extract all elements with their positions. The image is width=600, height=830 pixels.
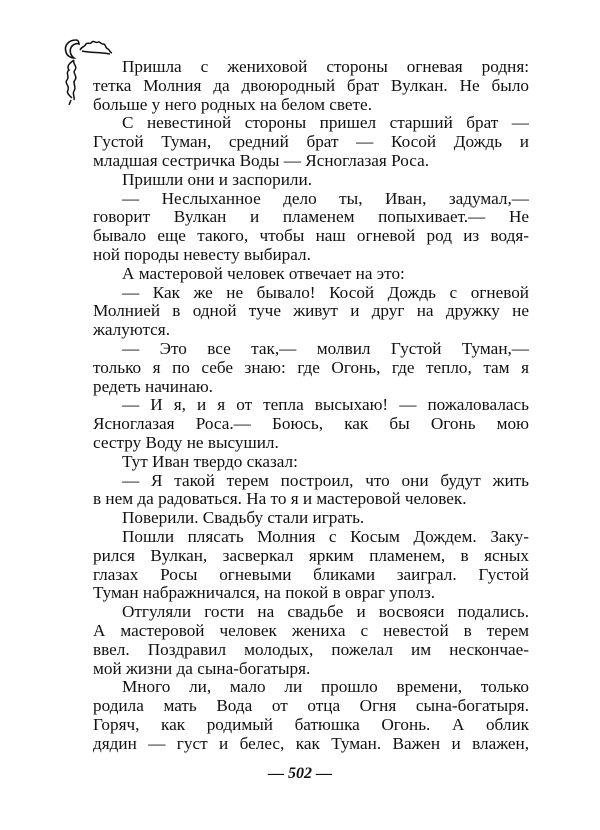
text-line: — Это все так,— молвил Густой Туман,—	[122, 338, 529, 358]
text-line: С невестиной стороны пришел старший брат —	[122, 113, 529, 133]
text-line: — Неслыханное дело ты, Иван, задумал,—	[122, 188, 529, 208]
text-line: Горяч, как родимый батюшка Огонь. А облик	[93, 714, 529, 734]
text-line: родила мать Вода от отца Огня сына-богатыря.	[93, 696, 529, 716]
text-line: мой жизни да сына-богатыря.	[93, 658, 311, 678]
text-line: младшая сестричка Воды — Ясноглазая Роса.	[93, 150, 430, 170]
text-line: дядин — густ и белес, как Туман. Важен и влажен,	[93, 733, 529, 753]
text-line: в нем да радоваться. На то я и мастеровой человек.	[93, 489, 467, 509]
page-number: — 502 —	[268, 765, 332, 782]
text-line: тетка Молния да двоюродный брат Вулкан. Не было	[93, 75, 529, 95]
text-line: Густой Туман, средний брат — Косой Дождь и	[93, 132, 529, 152]
body-text	[93, 58, 529, 753]
text-line: Пошли плясать Молния с Косым Дождем. Заку-	[122, 526, 529, 546]
text-line: Ясноглазая Роса.— Боюсь, как бы Огонь мою	[93, 414, 529, 434]
text-line: глазах Росы огневыми бликами заиграл. Густой	[93, 564, 529, 584]
text-line: Пришли они и заспорили.	[122, 169, 312, 189]
text-line: Тут Иван твердо сказал:	[122, 451, 298, 471]
text-line: Поверили. Свадьбу стали играть.	[122, 508, 365, 528]
text-line: бывало еще такого, чтобы наш огневой род из водя-	[93, 226, 529, 246]
text-line: рился Вулкан, засверкал ярким пламенем, в ясных	[93, 545, 529, 565]
text-line: — Я такой терем построил, что они будут жить	[122, 470, 529, 490]
text-line: больше у него родных на белом свете.	[93, 94, 372, 114]
text-line: сестру Воду не высушил.	[93, 432, 279, 452]
text-line: — И я, и я от тепла высыхаю! — пожаловалась	[122, 395, 529, 415]
text-line: Туман набражничался, на покой в овраг уполз.	[93, 583, 436, 603]
text-line: Отгуляли гости на свадьбе и восвояси подались.	[122, 602, 529, 622]
text-line: А мастеровой человек жениха с невестой в терем	[93, 620, 529, 640]
text-line: Молнией в одной туче живут и друг на дружку не	[93, 301, 529, 321]
text-line: — Как же не бывало! Косой Дождь с огневой	[122, 282, 529, 302]
text-line: Много ли, мало ли прошло времени, только	[122, 677, 529, 697]
text-line: Пришла с жениховой стороны огневая родня:	[122, 57, 529, 76]
text-line: ввел. Поздравил молодых, пожелал им нескончае-	[93, 639, 529, 659]
text-line: только я по себе знаю: где Огонь, где тепло, там я	[93, 357, 529, 377]
text-line: ной породы невесту выбирал.	[93, 244, 311, 264]
text-line: говорит Вулкан и пламенем попыхивает.— Не	[93, 207, 529, 227]
text-line: А мастеровой человек отвечает на это:	[122, 263, 405, 283]
text-line: редеть начинаю.	[93, 376, 213, 396]
text-line: жалуются.	[93, 320, 170, 340]
